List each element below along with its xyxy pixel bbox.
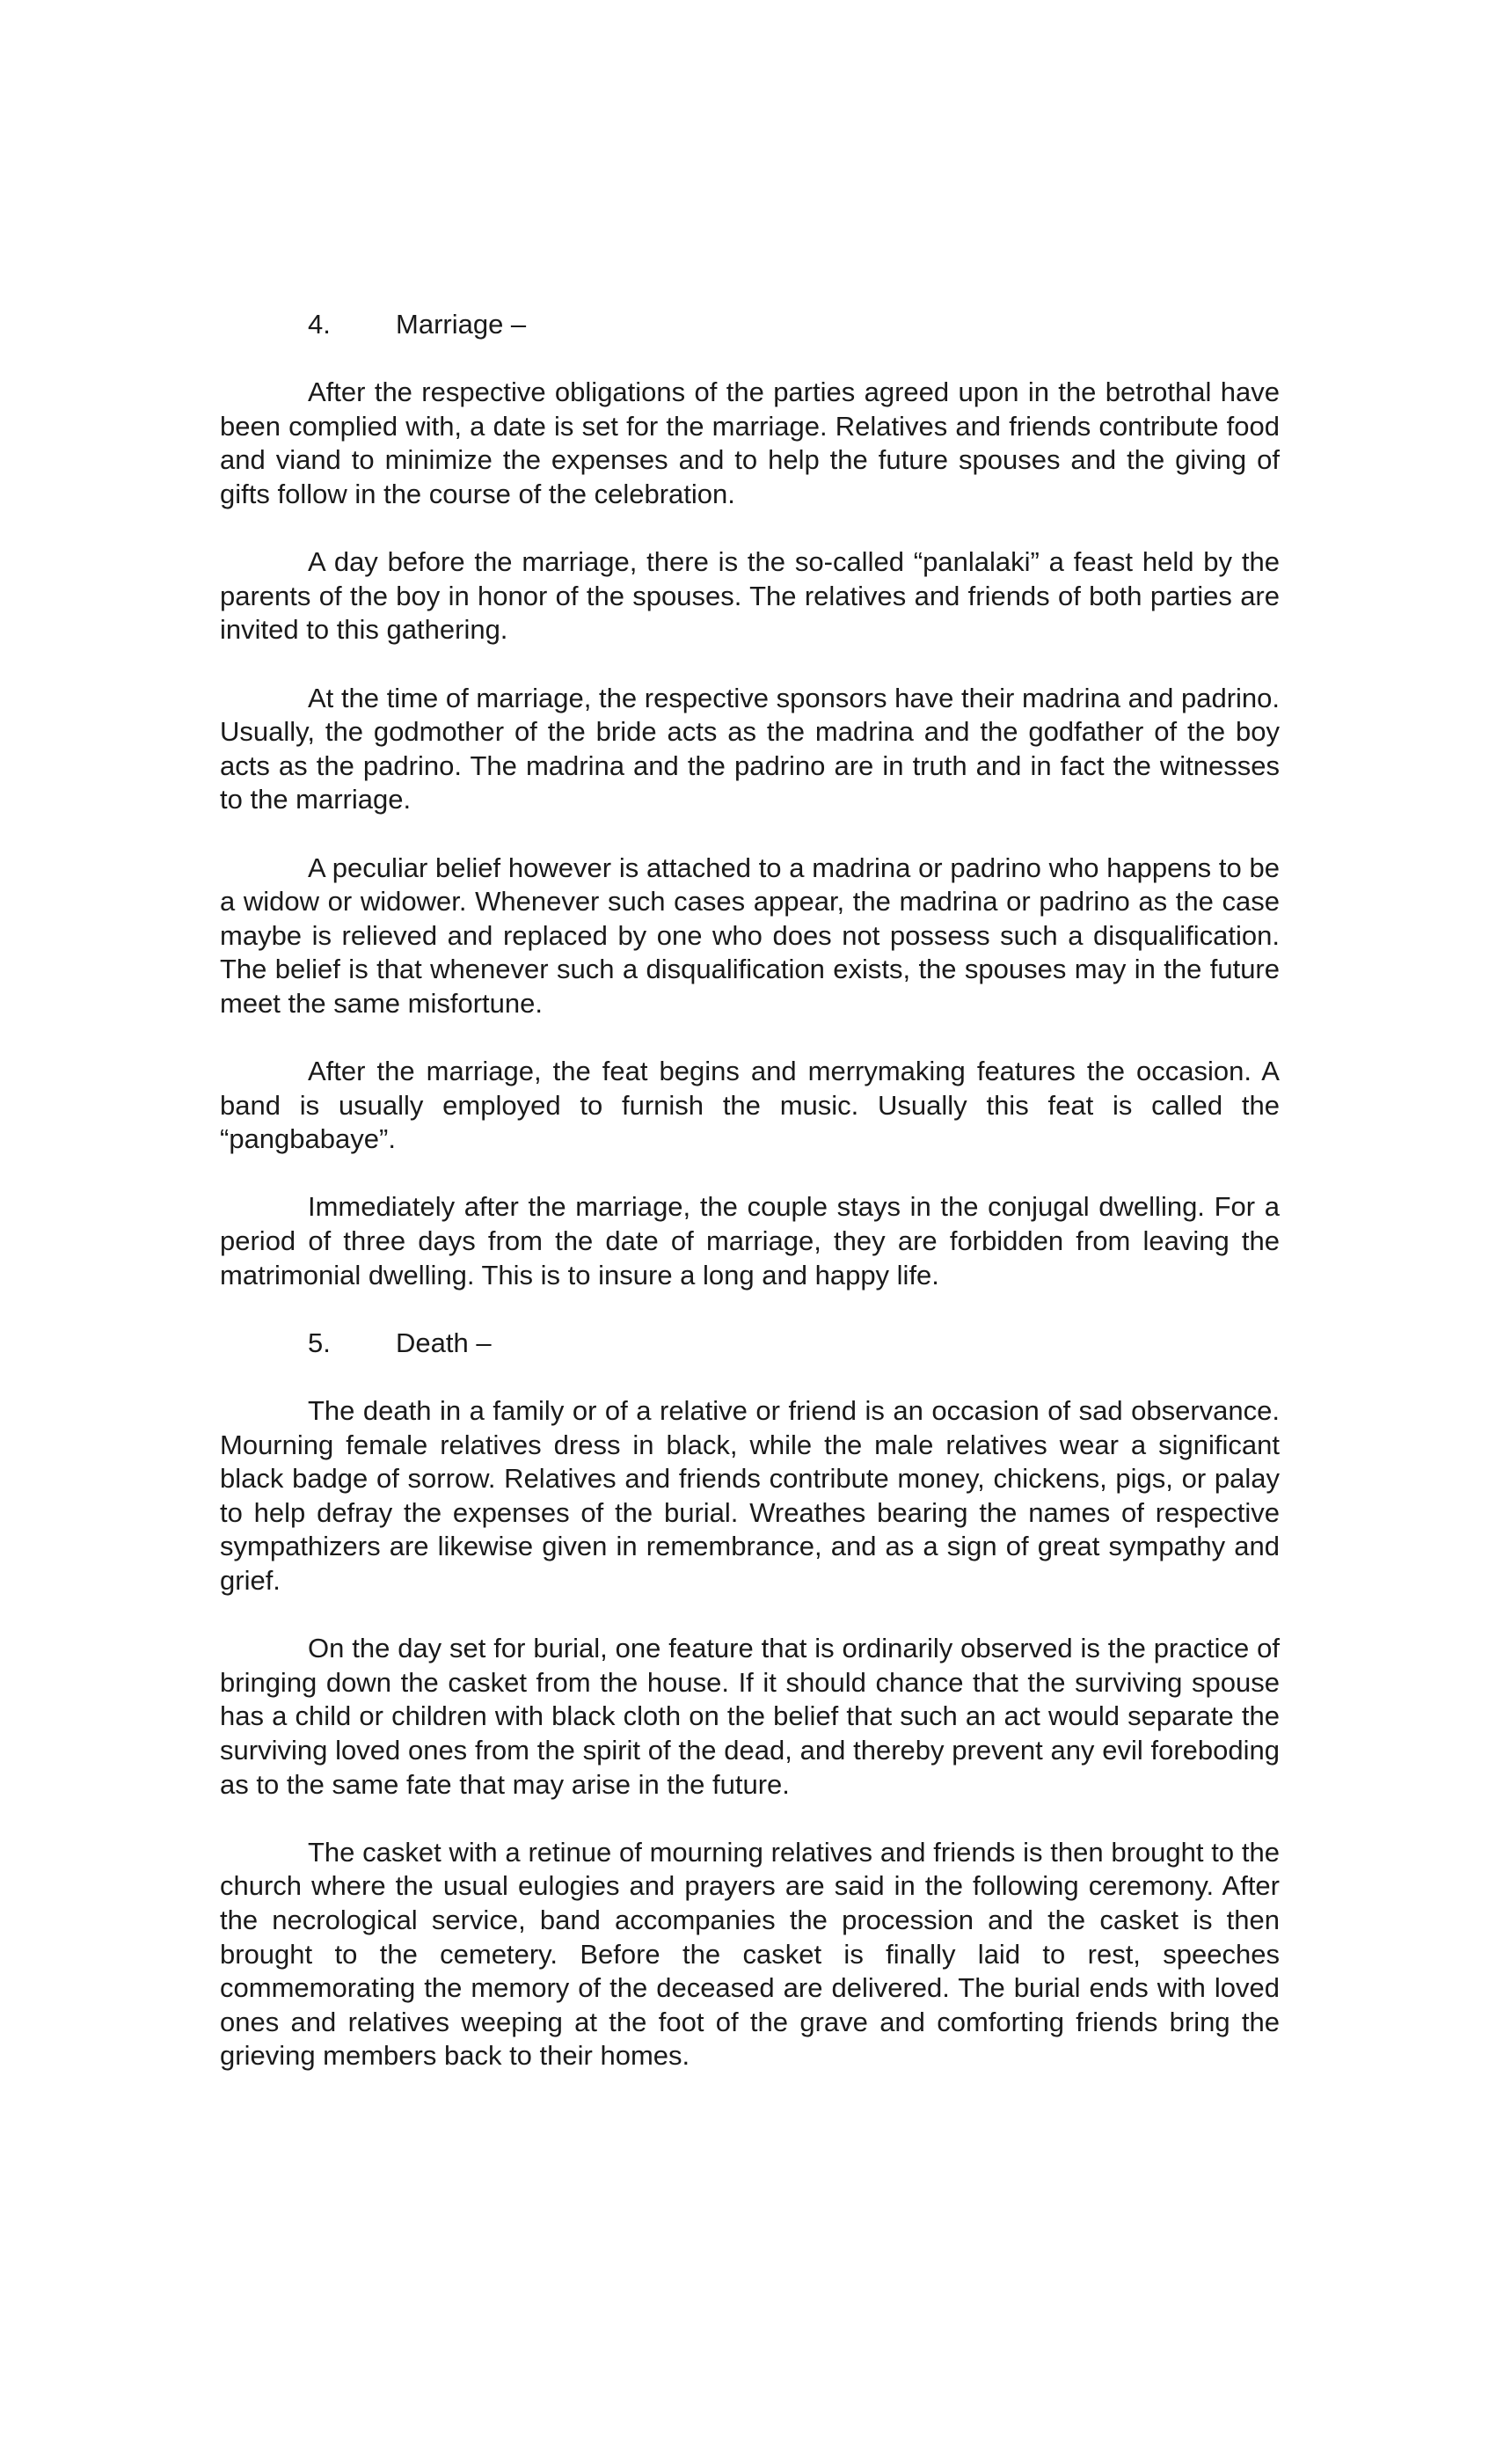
section-heading xyxy=(220,1327,1280,1361)
paragraph: The casket with a retinue of mourning relatives and friends is then brought to the church where the usual eulogies and prayers are said in the following ceremony. After the necrological service, band accompanies the procession and the casket is then brought to the cemetery. Before the casket is finally laid to rest, speeches commemorating the memory of the deceased are delivered. The burial ends with loved ones and relatives weeping at the foot of the grave and comforting friends bring the grieving members back to their homes. xyxy=(220,1836,1280,2072)
section-marriage xyxy=(220,308,1280,1292)
section-death xyxy=(220,1327,1280,2073)
paragraph: The death in a family or of a relative or friend is an occasion of sad observance. Mourning female relatives dress in black, while the male relatives wear a significant black badge of sorrow. Relatives and friends contribute money, chickens, pigs, or palay to help defray the expenses of the burial. Wreathes bearing the names of respective sympathizers are likewise given in remembrance, and as a sign of great sympathy and grief. xyxy=(220,1395,1280,1596)
document-page xyxy=(220,308,1280,2107)
paragraph: Immediately after the marriage, the couple stays in the conjugal dwelling. For a period of three days from the date of marriage, they are forbidden from leaving the matrimonial dwelling. This is to insure a long and happy life. xyxy=(220,1191,1280,1290)
paragraph: A day before the marriage, there is the so-called “panlalaki” a feast held by the parents of the boy in honor of the spouses. The relatives and friends of both parties are invited to this gathering. xyxy=(220,546,1280,646)
section-number: 4. xyxy=(308,309,331,340)
paragraph: After the marriage, the feat begins and merrymaking features the occasion. A band is usually employed to furnish the music. Usually this feat is called the “pangbabaye”. xyxy=(220,1056,1280,1155)
section-title: Marriage – xyxy=(396,309,527,340)
section-number: 5. xyxy=(308,1327,331,1358)
paragraph: At the time of marriage, the respective sponsors have their madrina and padrino. Usually, the godmother of the bride acts as the madrina and the godfather of the boy acts as the padrino. The madrina and the padrino are in truth and in fact the witnesses to the marriage. xyxy=(220,682,1280,815)
paragraph: After the respective obligations of the parties agreed upon in the betrothal have been complied with, a date is set for the marriage. Relatives and friends contribute food and viand to minimize the expenses and to help the future spouses and the giving of gifts follow in the course of the celebration. xyxy=(220,377,1280,509)
section-title: Death – xyxy=(396,1327,492,1358)
paragraph: On the day set for burial, one feature that is ordinarily observed is the practice of bringing down the casket from the house. If it should chance that the surviving spouse has a child or children with black cloth on the belief that such an act would separate the surviving loved ones from the spirit of the dead, and thereby prevent any evil foreboding as to the same fate that may arise in the future. xyxy=(220,1633,1280,1800)
section-heading xyxy=(220,308,1280,342)
paragraph: A peculiar belief however is attached to a madrina or padrino who happens to be a widow or widower. Whenever such cases appear, the madrina or padrino as the case maybe is relieved and replaced by one who does not possess such a disqualification. The belief is that whenever such a disqualification exists, the spouses may in the future meet the same misfortune. xyxy=(220,852,1280,1019)
